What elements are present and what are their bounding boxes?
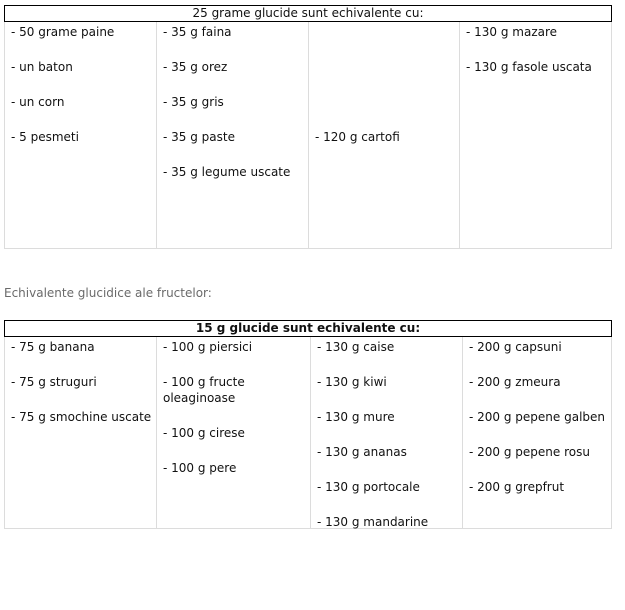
- table-column-4: [463, 337, 611, 528]
- list-item: - 200 g pepene galben: [469, 410, 606, 424]
- table-column-3: [311, 337, 463, 528]
- list-item: - 100 g piersici: [163, 340, 253, 354]
- list-item: - 130 g mandarine: [317, 515, 429, 529]
- table-header: 15 g glucide sunt echivalente cu:: [4, 320, 612, 337]
- table-header: 25 grame glucide sunt echivalente cu:: [4, 5, 612, 22]
- list-item: - 35 g orez: [163, 60, 228, 74]
- table-column-1: [5, 337, 157, 528]
- list-item: - un baton: [11, 60, 73, 74]
- list-item: - 100 g pere: [163, 460, 237, 475]
- list-item: - 200 g zmeura: [469, 375, 561, 389]
- table-column-1: [5, 22, 157, 248]
- list-item: - 35 g paste: [163, 130, 235, 144]
- list-item: - 100 g fructe oleaginoase: [163, 375, 245, 405]
- list-item: - 130 g kiwi: [317, 375, 387, 389]
- list-item: - 200 g grepfrut: [469, 480, 565, 494]
- list-item: - 35 g gris: [163, 95, 224, 109]
- list-item: - 130 g mazare: [466, 25, 558, 39]
- list-item: - 75 g smochine uscate: [11, 410, 152, 424]
- fruit-equivalents-table: [4, 320, 612, 529]
- table-column-4: [460, 22, 611, 248]
- list-item: - 130 g fasole uscata: [466, 60, 592, 74]
- list-item: - 130 g mure: [317, 410, 395, 424]
- fruit-section-caption: Echivalente glucidice ale fructelor:: [4, 286, 212, 300]
- glucide-equivalents-table: [4, 5, 612, 249]
- list-item: - 35 g legume uscate: [163, 165, 291, 179]
- list-item: - 130 g portocale: [317, 480, 420, 494]
- list-item: - 35 g faina: [163, 25, 232, 39]
- list-item: - un corn: [11, 95, 65, 109]
- list-item: - 130 g caise: [317, 340, 395, 354]
- list-item: - 130 g ananas: [317, 445, 407, 459]
- list-item: - 50 grame paine: [11, 25, 115, 39]
- list-item: - 75 g banana: [11, 340, 95, 354]
- table-body: [4, 22, 612, 249]
- table-body: [4, 337, 612, 529]
- list-item: - 5 pesmeti: [11, 130, 79, 144]
- table-column-3: [309, 22, 460, 248]
- list-item: - 120 g cartofi: [315, 130, 400, 144]
- list-item: - 100 g cirese: [163, 425, 245, 440]
- table-column-2: [157, 22, 309, 248]
- list-item: - 200 g capsuni: [469, 340, 562, 354]
- list-item: - 75 g struguri: [11, 375, 97, 389]
- list-item: - 200 g pepene rosu: [469, 445, 590, 459]
- table-column-2: [157, 337, 311, 528]
